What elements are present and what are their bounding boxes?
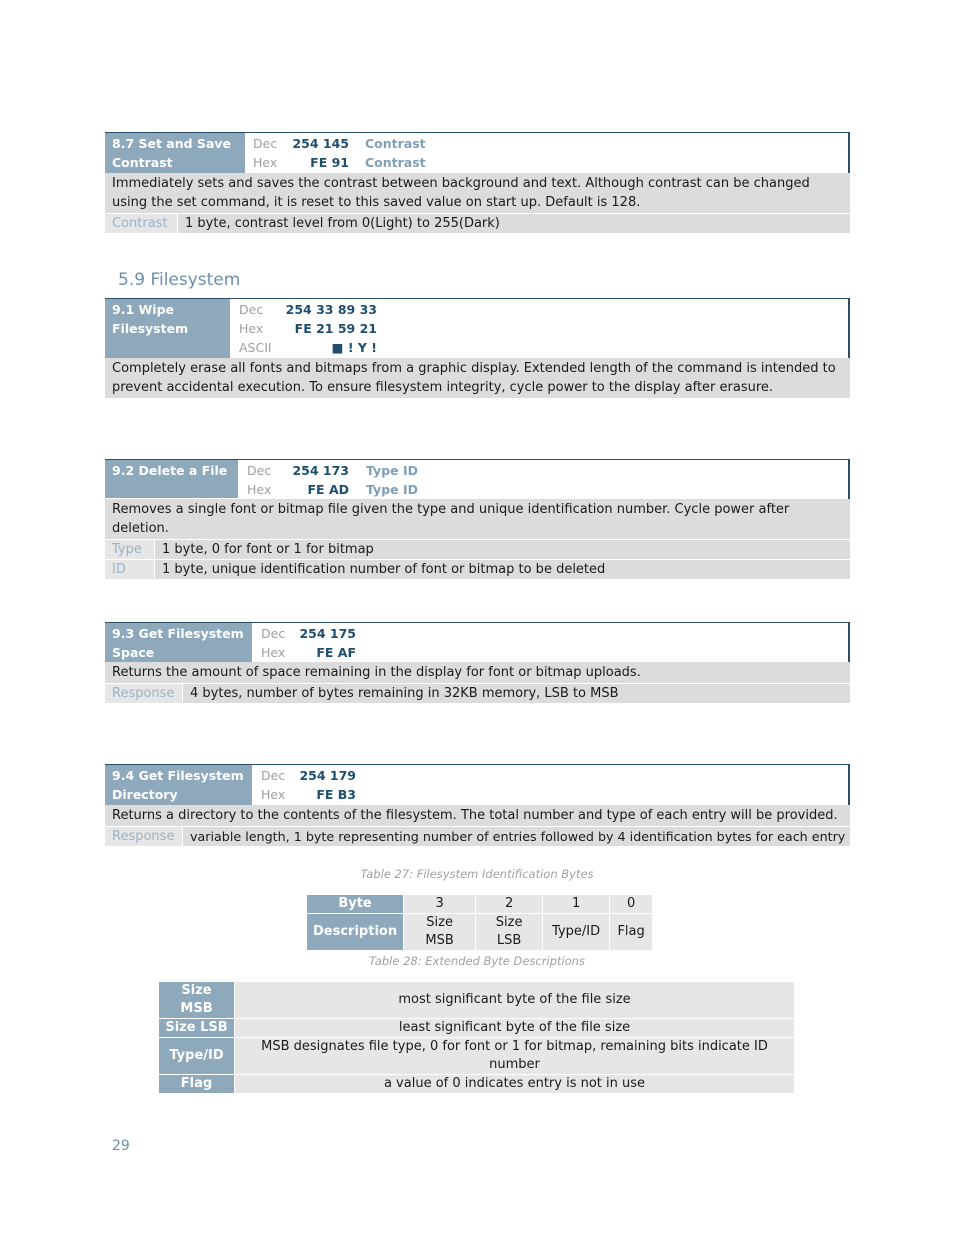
hex-value: FE 91 <box>310 155 349 170</box>
filesystem-id-bytes-table <box>306 894 653 951</box>
dec-value: 254 179 <box>299 768 356 783</box>
dec-label: Dec <box>239 302 264 317</box>
command-title-line1: 9.4 Get Filesystem <box>112 768 244 783</box>
table-cell: Size MSB <box>404 914 476 951</box>
hex-label: Hex <box>239 321 264 336</box>
table-row <box>159 982 795 1019</box>
table-row <box>307 895 653 914</box>
command-codes <box>230 299 849 358</box>
table-header-cell: Flag <box>159 1075 235 1094</box>
command-description: Completely erase all fonts and bitmaps from a graphic display. Extended length of the command is intended to prevent accidental execution. To ensure filesystem integrity, cycle power to the display after erasure. <box>105 358 850 399</box>
command-description: Removes a single font or bitmap file given the type and unique identification number. Cycle power after deletion. <box>105 499 850 540</box>
table-cell: a value of 0 indicates entry is not in use <box>235 1075 795 1094</box>
table-cell: 1 <box>543 895 610 914</box>
table-cell: 0 <box>610 895 653 914</box>
command-header <box>105 764 850 805</box>
table-header-cell: Byte <box>307 895 404 914</box>
table-header-cell: Size MSB <box>159 982 235 1019</box>
table-cell: 3 <box>404 895 476 914</box>
table-caption: Table 27: Filesystem Identification Bytes <box>360 867 594 881</box>
param-row <box>105 827 850 847</box>
param-name: Response <box>105 684 183 703</box>
command-description: Returns a directory to the contents of the filesystem. The total number and type of each entry will be provided. <box>105 805 850 827</box>
table-row <box>159 1075 795 1094</box>
hex-label: Hex <box>261 645 286 660</box>
dec-value: 254 175 <box>299 626 356 641</box>
param-row <box>105 540 850 560</box>
param-desc: 1 byte, unique identification number of font or bitmap to be deleted <box>155 560 850 579</box>
table-header-cell: Description <box>307 914 404 951</box>
command-header <box>105 459 850 499</box>
command-codes <box>252 623 849 662</box>
hex-value: FE AD <box>307 482 349 497</box>
param-name: ID <box>105 560 155 579</box>
command-title-line2: Filesystem <box>112 321 189 336</box>
command-header <box>105 622 850 662</box>
param-name: Contrast <box>105 214 178 233</box>
dec-label: Dec <box>253 136 278 151</box>
table-cell: most significant byte of the file size <box>235 982 795 1019</box>
hex-value: FE 21 59 21 <box>294 321 377 336</box>
table-cell: least significant byte of the file size <box>235 1019 795 1038</box>
command-description: Returns the amount of space remaining in the display for font or bitmap uploads. <box>105 662 850 684</box>
hex-label: Hex <box>247 482 272 497</box>
ascii-label: ASCII <box>239 340 272 355</box>
param-name: Response <box>105 827 183 846</box>
command-codes <box>245 133 849 173</box>
hex-value: FE B3 <box>316 787 356 802</box>
hex-label: Hex <box>261 787 286 802</box>
hex-value: FE AF <box>316 645 356 660</box>
command-title-line2: Contrast <box>112 155 173 170</box>
param-desc: 1 byte, contrast level from 0(Light) to 255(Dark) <box>178 214 850 233</box>
command-codes <box>252 765 849 805</box>
table-header-cell: Size LSB <box>159 1019 235 1038</box>
command-title <box>105 459 238 498</box>
hex-param: Type ID <box>366 482 418 497</box>
dec-value: 254 145 <box>292 136 349 151</box>
command-codes <box>238 460 849 499</box>
param-row <box>105 560 850 580</box>
command-title <box>105 764 252 805</box>
command-header <box>105 132 850 173</box>
table-row <box>307 914 653 951</box>
dec-param: Type ID <box>366 463 418 478</box>
table-caption: Table 28: Extended Byte Descriptions <box>369 954 585 968</box>
param-desc: 4 bytes, number of bytes remaining in 32KB memory, LSB to MSB <box>183 684 850 703</box>
table-cell: MSB designates file type, 0 for font or 1 for bitmap, remaining bits indicate ID number <box>235 1038 795 1075</box>
command-block-9-4 <box>105 764 850 847</box>
dec-label: Dec <box>261 768 286 783</box>
param-name: Type <box>105 540 155 559</box>
param-row <box>105 684 850 704</box>
command-header <box>105 298 850 358</box>
dec-value: 254 33 89 33 <box>285 302 377 317</box>
command-title-line2: Space <box>112 645 155 660</box>
command-title-line1: 8.7 Set and Save <box>112 136 232 151</box>
command-title-line2: Directory <box>112 787 178 802</box>
command-block-9-1 <box>105 298 850 399</box>
table-cell: Flag <box>610 914 653 951</box>
hex-label: Hex <box>253 155 278 170</box>
command-block-8-7 <box>105 132 850 234</box>
command-title <box>105 132 245 173</box>
dec-label: Dec <box>247 463 272 478</box>
table-header-cell: Type/ID <box>159 1038 235 1075</box>
table-cell: Type/ID <box>543 914 610 951</box>
section-heading: 5.9 Filesystem <box>118 270 241 290</box>
dec-param: Contrast <box>365 136 426 151</box>
command-title <box>105 622 252 662</box>
table-cell: Size LSB <box>476 914 543 951</box>
param-desc: variable length, 1 byte representing number of entries followed by 4 identification bytes for each entry <box>183 827 850 846</box>
table-row <box>159 1038 795 1075</box>
page-number: 29 <box>112 1138 130 1154</box>
extended-byte-descriptions-table <box>158 981 795 1094</box>
command-block-9-3 <box>105 622 850 704</box>
dec-label: Dec <box>261 626 286 641</box>
command-block-9-2 <box>105 459 850 580</box>
command-description: Immediately sets and saves the contrast between background and text. Although contrast can be changed using the set command, it is reset to this saved value on start up. Default is 128. <box>105 173 850 214</box>
hex-param: Contrast <box>365 155 426 170</box>
ascii-value: ■ ! Y ! <box>331 340 377 355</box>
table-cell: 2 <box>476 895 543 914</box>
command-title-line1: 9.2 Delete a File <box>112 463 228 478</box>
command-title-line1: 9.3 Get Filesystem <box>112 626 244 641</box>
param-desc: 1 byte, 0 for font or 1 for bitmap <box>155 540 850 559</box>
table-row <box>159 1019 795 1038</box>
command-title-line1: 9.1 Wipe <box>112 302 174 317</box>
command-title <box>105 298 230 358</box>
param-row <box>105 214 850 234</box>
dec-value: 254 173 <box>292 463 349 478</box>
